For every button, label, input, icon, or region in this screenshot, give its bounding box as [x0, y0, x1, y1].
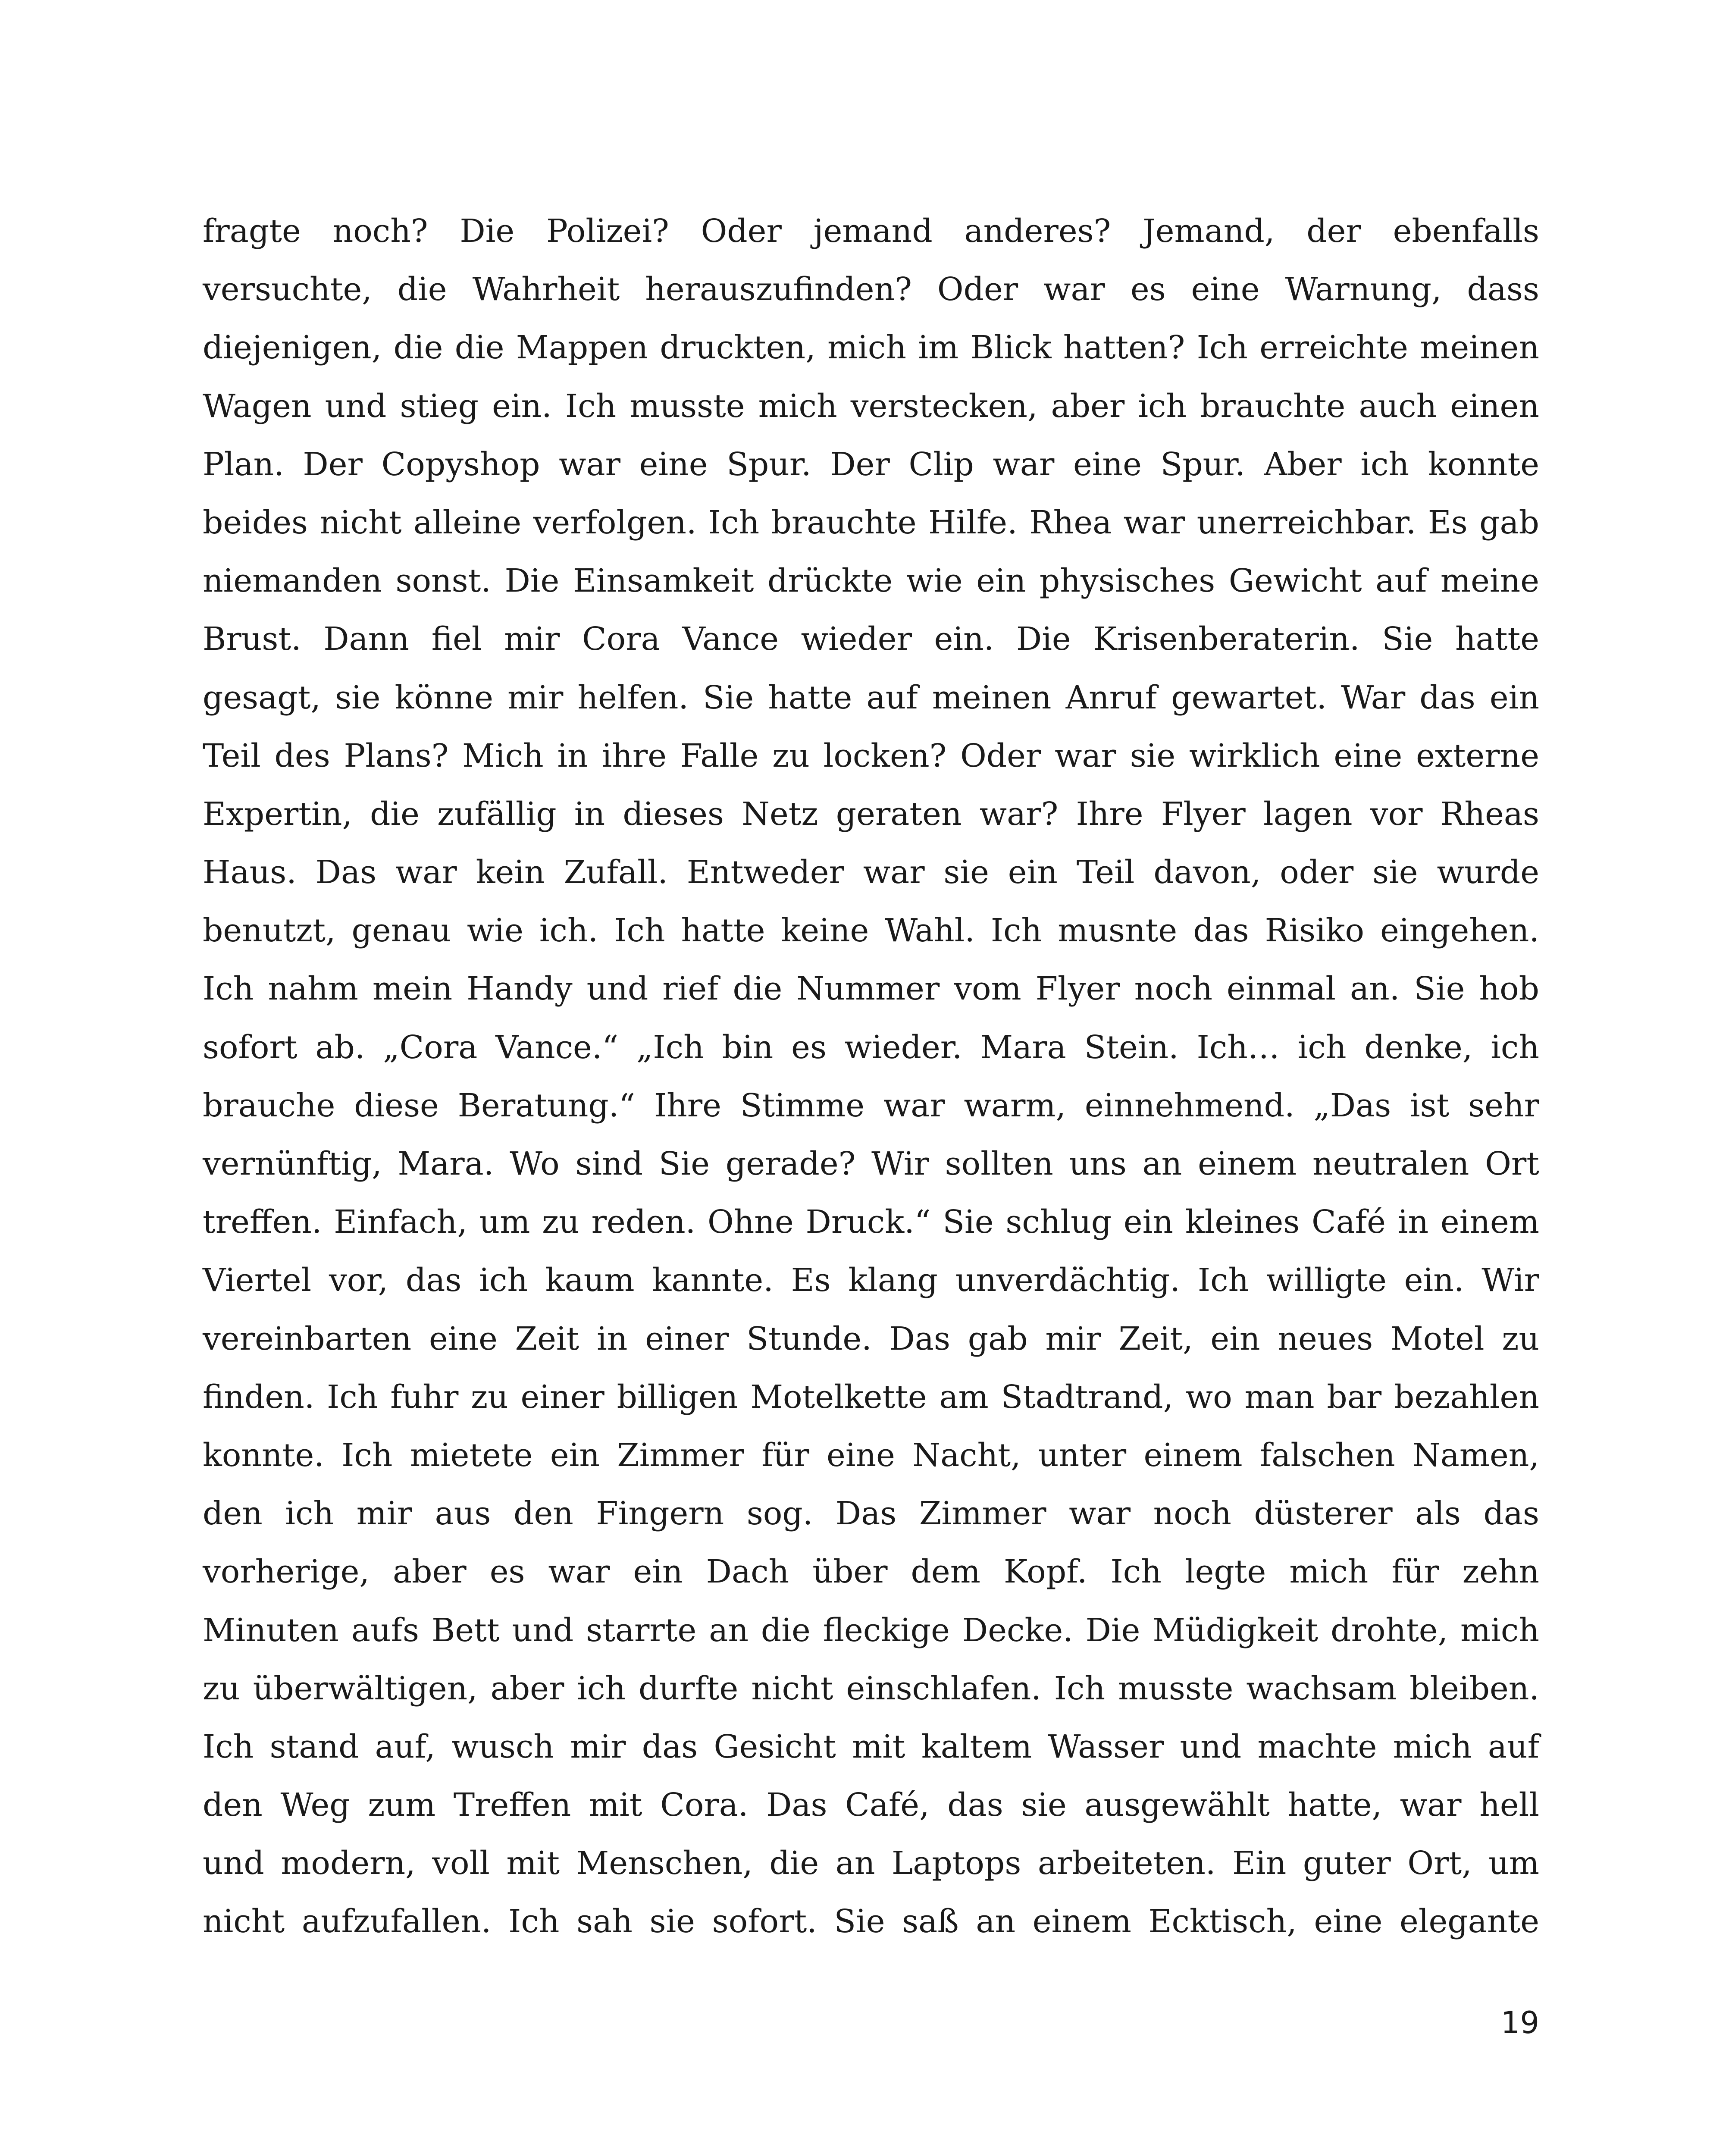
text-line: den Weg zum Treffen mit Cora. Das Café, das sie ausgewählt hatte, war hell — [203, 1786, 1539, 1824]
text-line: beides nicht alleine verfolgen. Ich brauchte Hilfe. Rhea war unerreichbar. Es gab — [203, 504, 1539, 541]
text-line: vereinbarten eine Zeit in einer Stunde. Das gab mir Zeit, ein neues Motel zu — [203, 1320, 1539, 1357]
text-line: Ich stand auf, wusch mir das Gesicht mit kaltem Wasser und machte mich auf — [203, 1728, 1539, 1765]
text-line: nicht aufzufallen. Ich sah sie sofort. Sie saß an einem Ecktisch, eine elegante — [203, 1903, 1539, 1940]
text-line: Ich nahm mein Handy und rief die Nummer vom Flyer noch einmal an. Sie hob — [203, 970, 1539, 1008]
text-line: treffen. Einfach, um zu reden. Ohne Druck.“ Sie schlug ein kleines Café in einem — [203, 1203, 1539, 1241]
text-line: vorherige, aber es war ein Dach über dem Kopf. Ich legte mich für zehn — [203, 1553, 1539, 1591]
text-line: vernünftig, Mara. Wo sind Sie gerade? Wir sollten uns an einem neutralen Ort — [203, 1145, 1539, 1182]
text-line: fragte noch? Die Polizei? Oder jemand anderes? Jemand, der ebenfalls — [203, 213, 1539, 250]
text-line: Teil des Plans? Mich in ihre Falle zu locken? Oder war sie wirklich eine externe — [203, 737, 1539, 774]
text-line: zu überwältigen, aber ich durfte nicht einschlafen. Ich musste wachsam bleiben. — [203, 1670, 1539, 1707]
text-line: gesagt, sie könne mir helfen. Sie hatte auf meinen Anruf gewartet. War das ein — [203, 679, 1539, 716]
text-line: konnte. Ich mietete ein Zimmer für eine Nacht, unter einem falschen Namen, — [203, 1436, 1539, 1474]
text-line: brauche diese Beratung.“ Ihre Stimme war warm, einnehmend. „Das ist sehr — [203, 1087, 1539, 1124]
text-line: sofort ab. „Cora Vance.“ „Ich bin es wieder. Mara Stein. Ich… ich denke, ich — [203, 1028, 1539, 1066]
text-line: und modern, voll mit Menschen, die an Laptops arbeiteten. Ein guter Ort, um — [203, 1845, 1539, 1882]
text-line: Expertin, die zufällig in dieses Netz geraten war? Ihre Flyer lagen vor Rheas — [203, 795, 1539, 833]
text-line: diejenigen, die die Mappen druckten, mich im Blick hatten? Ich erreichte meinen — [203, 329, 1539, 367]
text-line: benutzt, genau wie ich. Ich hatte keine Wahl. Ich musnte das Risiko eingehen. — [203, 912, 1539, 950]
text-line: Minuten aufs Bett und starrte an die fleckige Decke. Die Müdigkeit drohte, mich — [203, 1611, 1539, 1649]
text-line: niemanden sonst. Die Einsamkeit drückte wie ein physisches Gewicht auf meine — [203, 562, 1539, 600]
text-line: den ich mir aus den Fingern sog. Das Zimmer war noch düsterer als das — [203, 1495, 1539, 1532]
text-line: Viertel vor, das ich kaum kannte. Es klang unverdächtig. Ich willigte ein. Wir — [203, 1262, 1539, 1299]
text-line: Haus. Das war kein Zufall. Entweder war sie ein Teil davon, oder sie wurde — [203, 854, 1539, 891]
text-line: versuchte, die Wahrheit herauszufinden? Oder war es eine Warnung, dass — [203, 271, 1539, 308]
text-line: finden. Ich fuhr zu einer billigen Motelkette am Stadtrand, wo man bar bezahlen — [203, 1378, 1539, 1416]
page-number: 19 — [1500, 2005, 1539, 2040]
text-line: Plan. Der Copyshop war eine Spur. Der Clip war eine Spur. Aber ich konnte — [203, 445, 1539, 483]
text-line: Wagen und stieg ein. Ich musste mich verstecken, aber ich brauchte auch einen — [203, 387, 1539, 425]
body-text — [203, 202, 1539, 1951]
text-line: Brust. Dann fiel mir Cora Vance wieder ein. Die Krisenberaterin. Sie hatte — [203, 620, 1539, 658]
